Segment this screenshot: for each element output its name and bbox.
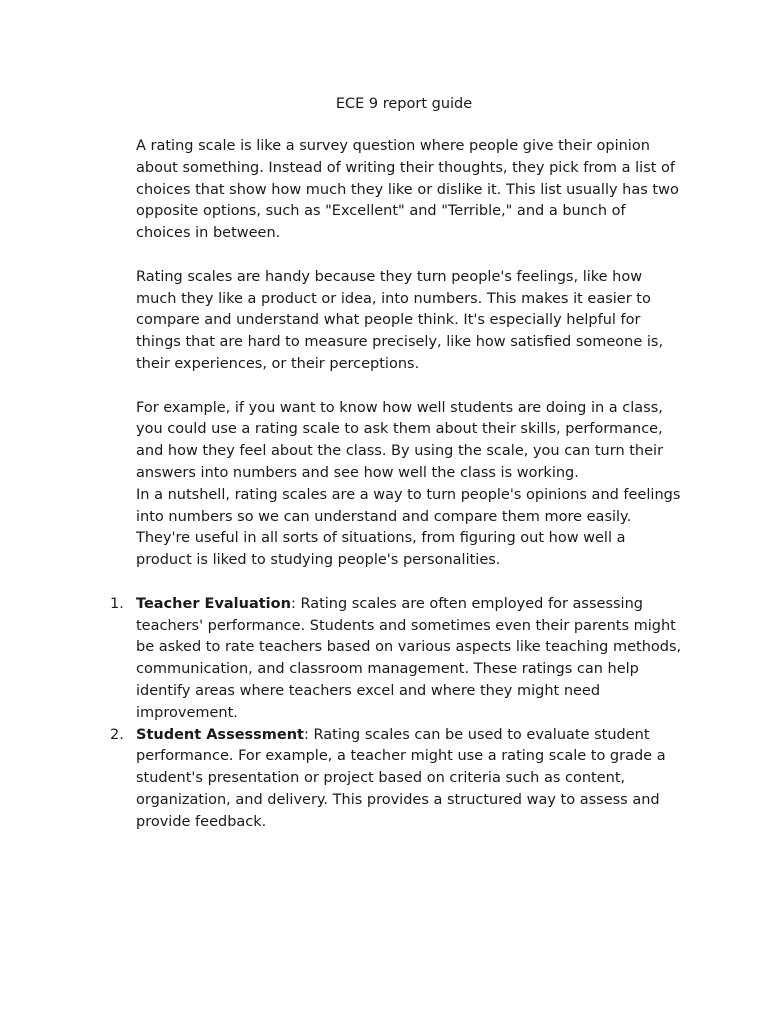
list-item-number: 2. xyxy=(110,726,124,743)
document-title: ECE 9 report guide xyxy=(335,96,473,112)
paragraph-example: For example, if you want to know how well students are doing in a class, you could use a rating scale to ask them about their skills, performance, and how they feel about the class. By using the scale, you can turn their answers into numbers and see how well the class is working. xyxy=(136,399,664,481)
paragraph-intro: A rating scale is like a survey question where people give their opinion about something. Instead of writing their thoughts, they pick from a list of choices that show how much they like or dislike it. This list usually has two opposite options, such as "Excellent" and "Terrible," and a bunch of choices in between. xyxy=(136,138,679,242)
use-case-list xyxy=(110,594,684,834)
document-body xyxy=(110,136,684,834)
paragraph-benefits: Rating scales are handy because they turn people's feelings, like how much they like a product or idea, into numbers. This makes it easier to compare and understand what people think. It's especially helpful for things that are hard to measure precisely, like how satisfied someone is, their experiences, or their perceptions. xyxy=(136,268,664,372)
list-item-text: : Rating scales can be used to evaluate student performance. For example, a teacher might use a rating scale to grade a student's presentation or project based on criteria such as content, organization, and delivery. This provides a structured way to assess and provide feedback. xyxy=(136,726,666,830)
paragraph-summary: In a nutshell, rating scales are a way to turn people's opinions and feelings into numbers so we can understand and compare them more easily. They're useful in all sorts of situations, from figuring out how well a product is liked to studying people's personalities. xyxy=(136,486,681,569)
list-item xyxy=(110,725,684,834)
list-item-term: Teacher Evaluation xyxy=(136,595,291,612)
list-item-text: : Rating scales are often employed for assessing teachers' performance. Students and sometimes even their parents might be asked to rate teachers based on various aspects like teaching methods, communication, and classroom management. These ratings can help identify areas where teachers excel and where they might need improvement. xyxy=(136,595,682,721)
list-item-term: Student Assessment xyxy=(136,726,304,743)
list-item xyxy=(110,594,684,725)
list-item-number: 1. xyxy=(110,595,124,612)
